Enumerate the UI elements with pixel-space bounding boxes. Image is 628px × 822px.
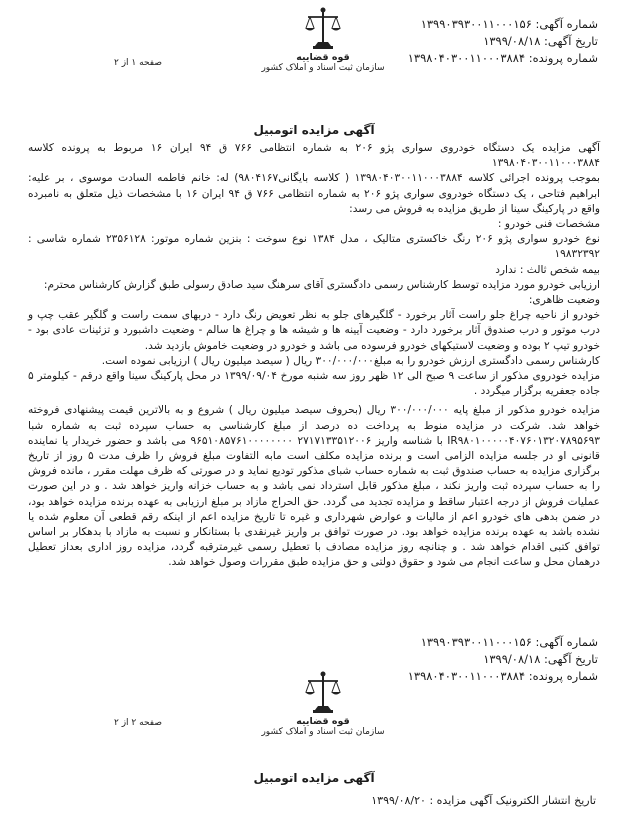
ad-number: ۱۳۹۹۰۳۹۳۰۰۱۱۰۰۰۱۵۶ — [420, 17, 532, 31]
sub-org-name: سازمان ثبت اسناد و املاک کشور — [261, 63, 385, 73]
scales-of-justice-icon — [303, 6, 343, 52]
header-meta-1 — [408, 16, 598, 67]
case-number: ۱۳۹۸۰۴۰۳۰۰۱۱۰۰۰۳۸۸۴ — [407, 51, 526, 65]
document-title-2: آگهی مزایده اتومبیل — [253, 771, 375, 785]
case-number-row — [408, 50, 598, 67]
ad-number: ۱۳۹۹۰۳۹۳۰۰۱۱۰۰۰۱۵۶ — [420, 635, 532, 649]
ad-date-row — [408, 651, 598, 668]
specs-heading: مشخصات فنی خودرو : — [497, 218, 600, 231]
case-number-row — [408, 668, 598, 685]
page-indicator-1: صفحه ۱ از ۲ — [114, 58, 162, 68]
appraisal-paragraph: ارزیابی خودرو مورد مزایده توسط کارشناس رسمی دادگستری آقای سرهنگ سید صادق رسولی طبق گزارش کارشناس محترم: — [43, 278, 600, 291]
header-meta-2 — [408, 634, 598, 685]
condition-paragraph: خودرو از ناحیه چراغ جلو راست آثار برخورد - گلگیرهای جلو به نظر تعویض رنگ دارد - دربهای سمت راست و گلگیر عقب چپ و درب موتور و درب صندوق آثار برخورد دارد - وضعیت آیینه ها و شیشه ها و چراغ ها سالم - وضعیت داشبورد و تزئینات عادی بود - خودرو تیپ ۲ بوده و وضعیت لاستیکهای خودرو فرسوده می باشد و خودرو در وضعیت خاموش بازدید شد. — [28, 309, 600, 352]
publish-date-label: تاریخ انتشار الکترونیک آگهی مزایده : — [429, 794, 596, 807]
case-number: ۱۳۹۸۰۴۰۳۰۰۱۱۰۰۰۳۸۸۴ — [407, 669, 526, 683]
ad-date-label: تاریخ آگهی: — [544, 34, 598, 48]
insurance-status: بیمه شخص ثالث : ندارد — [495, 263, 600, 276]
org-name: قوه قضاییه — [296, 52, 350, 63]
judiciary-emblem-1 — [248, 6, 398, 74]
case-number-label: شماره پرونده: — [528, 669, 598, 683]
ad-number-row — [408, 634, 598, 651]
case-paragraph: بموجب پرونده اجرائی کلاسه ۱۳۹۸۰۴۰۳۰۰۱۱۰۰۰۳۸۸۴ ( کلاسه بایگانی۹۸۰۴۱۶۷) له: خانم فاطمه السادت موسوی ، بر علیه: ابراهیم فتاحی ، یک دستگاه خودروی سواری پژو ۲۰۶ به شماره انتظامی ۷۶۶ ق ۹۴ ایران ۱۶ با مشخصات ذیل متعلق به نامبرده واقع در پارکینگ سینا از طریق مزایده به فروش می رسد: — [28, 172, 600, 215]
document-title-1: آگهی مزایده اتومبیل — [253, 123, 375, 137]
valuation-paragraph: کارشناس رسمی دادگستری ارزش خودرو را به مبلغ۳۰۰/۰۰۰/۰۰۰ ریال ( سیصد میلیون ریال ) ارزیابی نموده است. — [101, 354, 600, 367]
ad-number-label: شماره آگهی: — [535, 635, 598, 649]
ad-number-label: شماره آگهی: — [535, 17, 598, 31]
ad-date: ۱۳۹۹/۰۸/۱۸ — [483, 652, 541, 666]
terms-paragraph: مزایده خودرو مذکور از مبلغ پایه ۳۰۰/۰۰۰/۰۰۰ ریال (بحروف سیصد میلیون ریال ) شروع و به بالاترین قیمت پیشنهادی فروخته خواهد شد. شرکت در مزایده منوط به پرداخت ده درصد از مبلغ کارشناسی به حساب سپرده ثبت به شماره شبا IR۹۸۰۱۰۰۰۰۰۴۰۷۶۰۱۳۲۰۷۸۹۵۶۹۳ با شناسه واریز ۲۷۱۷۱۳۳۵۱۲۰۰۶ ۹۶۵۱۰۸۵۷۶۱۰۰۰۰۰۰۰۰ می باشد و حضور خریدار یا نماینده قانونی او در جلسه مزایده الزامی است و برنده مزایده مکلف است مابه التفاوت مبلغ فروش را ظرف مدت ۵ روز از تاریخ برگزاری مزایده به حساب صندوق ثبت به شماره حساب شبای مذکور تودیع نماید و در صورتی که ظرف مهلت مقرر ، مانده فروش را به حساب سپرده ثبت واریز نکند ، مبلغ مذکور قابل استرداد نمی باشد و به حساب خزانه واریز خواهد شد . و در این صورت عملیات فروش از درجه اعتبار ساقط و مزایده تجدید می گردد. حق الحراج مازاد بر مبلغ ارزیابی به عهده برنده مزایده خواهد بود، در ضمن بدهی های خودرو اعم از مالیات و عوارض شهرداری و غیره تا تاریخ مزایده اعم از اینکه رقم قطعی آن معلوم شده یا نشده باشد به عهده برنده مزایده خواهد بود. در صورت توافق بر واریز غیرنقدی با بستانکار و نسبت به مازاد با بدهکار بر اساس توافق کتبی اقدام خواهد شد . و چنانچه روز مزایده مصادف با تعطیل رسمی غیرمترقبه گردد، مزایده روز اداری بعداز تعطیل درهمان محل و ساعت انجام می شود و حقوق دولتی و حق مزایده طبق مقررات وصول خواهد شد. — [28, 404, 601, 569]
auction-time-paragraph: مزایده خودروی مذکور از ساعت ۹ صبح الی ۱۲ ظهر روز سه شنبه مورخ ۱۳۹۹/۰۹/۰۴ در محل پارکینگ سینا واقع درقم - کیلومتر ۵ جاده جعفریه برگزار میگردد . — [28, 370, 600, 398]
scales-of-justice-icon — [303, 670, 343, 716]
org-name: قوه قضاییه — [296, 716, 350, 727]
ad-date-label: تاریخ آگهی: — [544, 652, 598, 666]
publish-date-line — [371, 794, 596, 807]
document-body-1 — [28, 141, 600, 571]
ad-number-row — [408, 16, 598, 33]
sub-org-name: سازمان ثبت اسناد و املاک کشور — [261, 727, 385, 737]
ad-date-row — [408, 33, 598, 50]
intro-paragraph: آگهی مزایده یک دستگاه خودروی سواری پژو ۲۰۶ به شماره انتظامی ۷۶۶ ق ۹۴ ایران ۱۶ مربوط به پرونده کلاسه ۱۳۹۸۰۴۰۳۰۰۱۱۰۰۰۳۸۸۴ — [28, 142, 600, 170]
condition-heading: وضعیت ظاهری: — [528, 294, 600, 307]
judiciary-emblem-2 — [248, 670, 398, 738]
publish-date: ۱۳۹۹/۰۸/۲۰ — [371, 794, 426, 807]
vehicle-specs: نوع خودرو سواری پژو ۲۰۶ رنگ خاکستری متالیک ، مدل ۱۳۸۴ نوع سوخت : بنزین شماره موتور: ۲۳۵۶۱۲۸ شماره شاسی : ۱۹۸۳۲۳۹۲ — [28, 233, 600, 261]
page-indicator-2: صفحه ۲ از ۲ — [114, 718, 162, 728]
case-number-label: شماره پرونده: — [528, 51, 598, 65]
ad-date: ۱۳۹۹/۰۸/۱۸ — [483, 34, 541, 48]
